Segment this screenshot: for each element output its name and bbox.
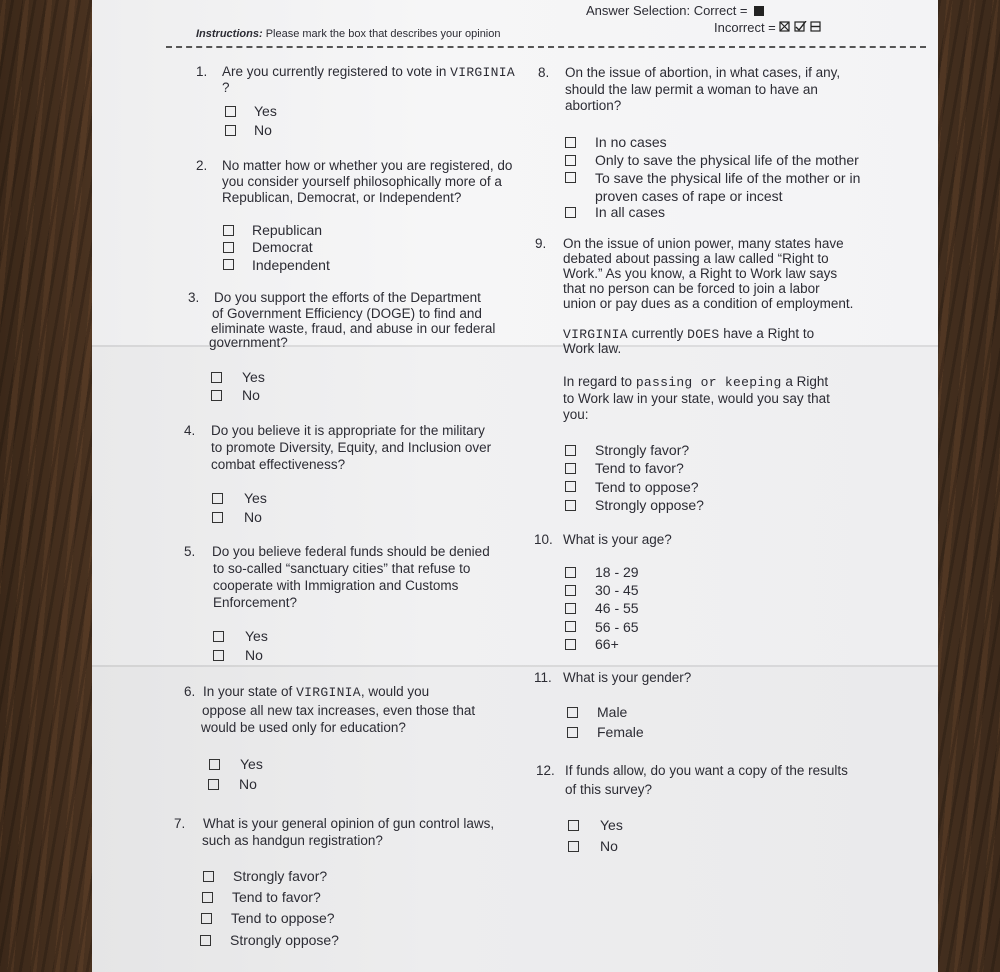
checkbox[interactable] [565, 481, 576, 492]
question-text: oppose all new tax increases, even those that [202, 703, 476, 718]
question-text: a Right [785, 374, 829, 389]
checkbox[interactable] [203, 871, 214, 882]
option-label: Tend to oppose? [595, 479, 699, 495]
option-label: Independent [252, 257, 330, 273]
checkbox[interactable] [565, 155, 576, 166]
question-text: should the law permit a woman to have an [565, 82, 818, 97]
question-6-text [203, 684, 429, 701]
checkbox[interactable] [223, 242, 234, 253]
question-text: What is your gender? [563, 670, 692, 685]
question-text: Are you currently registered to vote in [222, 64, 447, 79]
checkbox[interactable] [212, 493, 223, 504]
checkbox[interactable] [225, 125, 236, 136]
option-label: 18 - 29 [595, 564, 639, 580]
correct-label: Correct = [693, 3, 748, 18]
option-label: Female [597, 724, 644, 740]
state-name: VIRGINIA [296, 685, 361, 700]
question-text: On the issue of union power, many states have [563, 236, 844, 251]
question-text: to promote Diversity, Equity, and Inclusion over [211, 440, 492, 455]
checkbox[interactable] [565, 172, 576, 183]
checkbox[interactable] [565, 567, 576, 578]
question-text: Work.” As you know, a Right to Work law says [563, 266, 838, 281]
option-label: 56 - 65 [595, 619, 639, 635]
checkbox[interactable] [565, 585, 576, 596]
checkbox[interactable] [565, 137, 576, 148]
fold-line [92, 665, 938, 667]
question-text: abortion? [565, 98, 622, 113]
question-number: 6. [184, 684, 196, 699]
checkbox[interactable] [225, 106, 236, 117]
checkbox[interactable] [567, 707, 578, 718]
question-number: 8. [538, 65, 550, 80]
question-text: Work law. [563, 341, 622, 356]
checkbox[interactable] [565, 621, 576, 632]
checkbox[interactable] [565, 500, 576, 511]
question-text: debated about passing a law called “Right to [563, 251, 829, 266]
state-name: VIRGINIA [450, 65, 515, 80]
question-text: to so-called “sanctuary cities” that refuse to [213, 561, 471, 576]
survey-sheet [92, 0, 938, 972]
question-text: What is your age? [563, 532, 672, 547]
option-label: 30 - 45 [595, 582, 639, 598]
checkbox[interactable] [565, 445, 576, 456]
checkbox[interactable] [565, 603, 576, 614]
checkbox[interactable] [200, 935, 211, 946]
filled-box-icon [754, 6, 764, 16]
option-label: No [254, 122, 272, 138]
checkbox[interactable] [208, 779, 219, 790]
question-text: cooperate with Immigration and Customs [213, 578, 459, 593]
option-label: Strongly oppose? [230, 932, 339, 948]
question-text: to Work law in your state, would you say that [563, 391, 830, 406]
state-name: VIRGINIA [563, 327, 628, 342]
option-label: In no cases [595, 134, 667, 150]
question-number: 2. [196, 158, 208, 173]
option-label: Tend to favor? [595, 460, 684, 476]
checkbox[interactable] [201, 913, 212, 924]
option-label: Yes [242, 369, 265, 385]
question-1-text [222, 64, 515, 81]
question-text: union or pay dues as a condition of employment. [563, 296, 854, 311]
checkbox[interactable] [213, 631, 224, 642]
question-text: combat effectiveness? [211, 457, 346, 472]
question-text: Republican, Democrat, or Independent? [222, 190, 462, 205]
checkbox[interactable] [223, 259, 234, 270]
question-text: Do you believe it is appropriate for the military [211, 423, 485, 438]
option-label: No [245, 647, 263, 663]
question-text: such as handgun registration? [202, 833, 383, 848]
option-label: 46 - 55 [595, 600, 639, 616]
option-label: Tend to favor? [232, 889, 321, 905]
option-label: Republican [252, 222, 323, 238]
question-text: Do you support the efforts of the Department [214, 290, 481, 305]
option-label: Yes [600, 817, 623, 833]
checkbox[interactable] [209, 759, 220, 770]
checkbox[interactable] [212, 512, 223, 523]
question-text: of Government Efficiency (DOGE) to find and [212, 306, 482, 321]
incorrect-label: Incorrect = [714, 20, 776, 35]
option-label: Only to save the physical life of the mother [595, 152, 859, 168]
option-label: Tend to oppose? [231, 910, 335, 926]
instructions-label: Instructions: [196, 28, 263, 40]
question-number: 10. [534, 532, 553, 547]
regard-line [563, 374, 828, 391]
option-label: Yes [245, 628, 268, 644]
question-number: 1. [196, 64, 208, 79]
question-number: 11. [534, 670, 552, 685]
option-label: Strongly favor? [595, 442, 690, 458]
question-text: Do you believe federal funds should be denied [212, 544, 490, 559]
instructions [196, 28, 501, 40]
question-text: of this survey? [565, 782, 653, 797]
question-number: 5. [184, 544, 196, 559]
question-number: 7. [174, 816, 186, 831]
question-text: government? [209, 335, 288, 350]
question-text: No matter how or whether you are registered, do [222, 158, 513, 173]
question-number: 3. [188, 290, 200, 305]
question-text: In your state of [203, 684, 293, 699]
option-label: Democrat [252, 239, 313, 255]
question-text: currently [631, 326, 684, 341]
question-text: have a Right to [723, 326, 815, 341]
option-label: In all cases [595, 204, 666, 220]
option-label: To save the physical life of the mother or in [595, 170, 861, 186]
checkbox[interactable] [565, 207, 576, 218]
answer-selection-legend [586, 3, 764, 18]
checkbox[interactable] [211, 372, 222, 383]
question-text: you consider yourself philosophically more of a [222, 174, 502, 189]
incorrect-legend [714, 20, 823, 35]
option-label: No [239, 776, 257, 792]
question-text: In regard to [563, 374, 633, 389]
question-text: If funds allow, do you want a copy of the results [565, 763, 848, 778]
option-label: Strongly oppose? [595, 497, 704, 513]
question-number: 4. [184, 423, 196, 438]
checkbox[interactable] [567, 727, 578, 738]
question-text: you: [563, 407, 589, 422]
option-label: Strongly favor? [233, 868, 328, 884]
option-label: No [600, 838, 618, 854]
option-label: Yes [244, 490, 267, 506]
option-label: No [242, 387, 260, 403]
question-text: What is your general opinion of gun control laws, [203, 816, 495, 831]
dashed-divider [166, 46, 926, 48]
passing-or-keeping: passing or keeping [635, 375, 782, 390]
instructions-text: Please mark the box that describes your opinion [265, 28, 501, 40]
question-text: would be used only for education? [201, 720, 406, 735]
checkbox[interactable] [568, 841, 579, 852]
question-text: , would you [360, 684, 430, 699]
option-label: 66+ [595, 636, 619, 652]
checkbox[interactable] [202, 892, 213, 903]
question-text: Enforcement? [213, 595, 298, 610]
option-label: Male [597, 704, 628, 720]
question-text: On the issue of abortion, in what cases, if any, [565, 65, 841, 80]
checkbox[interactable] [565, 639, 576, 650]
answer-selection-label: Answer Selection: [586, 3, 691, 18]
checkbox[interactable] [213, 650, 224, 661]
question-number: 12. [536, 763, 555, 778]
checkbox[interactable] [568, 820, 579, 831]
option-label: Yes [240, 756, 263, 772]
question-text: that no person can be forced to join a labor [563, 281, 820, 296]
option-label: proven cases of rape or incest [595, 188, 783, 204]
checkbox[interactable] [223, 225, 234, 236]
incorrect-marks-icon [779, 21, 823, 33]
checkbox[interactable] [565, 463, 576, 474]
question-text: eliminate waste, fraud, and abuse in our federal [211, 321, 496, 336]
rtw-status-value: DOES [687, 327, 720, 342]
question-text: ? [222, 80, 230, 95]
option-label: Yes [254, 103, 277, 119]
question-number: 9. [535, 236, 547, 251]
option-label: No [244, 509, 262, 525]
checkbox[interactable] [211, 390, 222, 401]
